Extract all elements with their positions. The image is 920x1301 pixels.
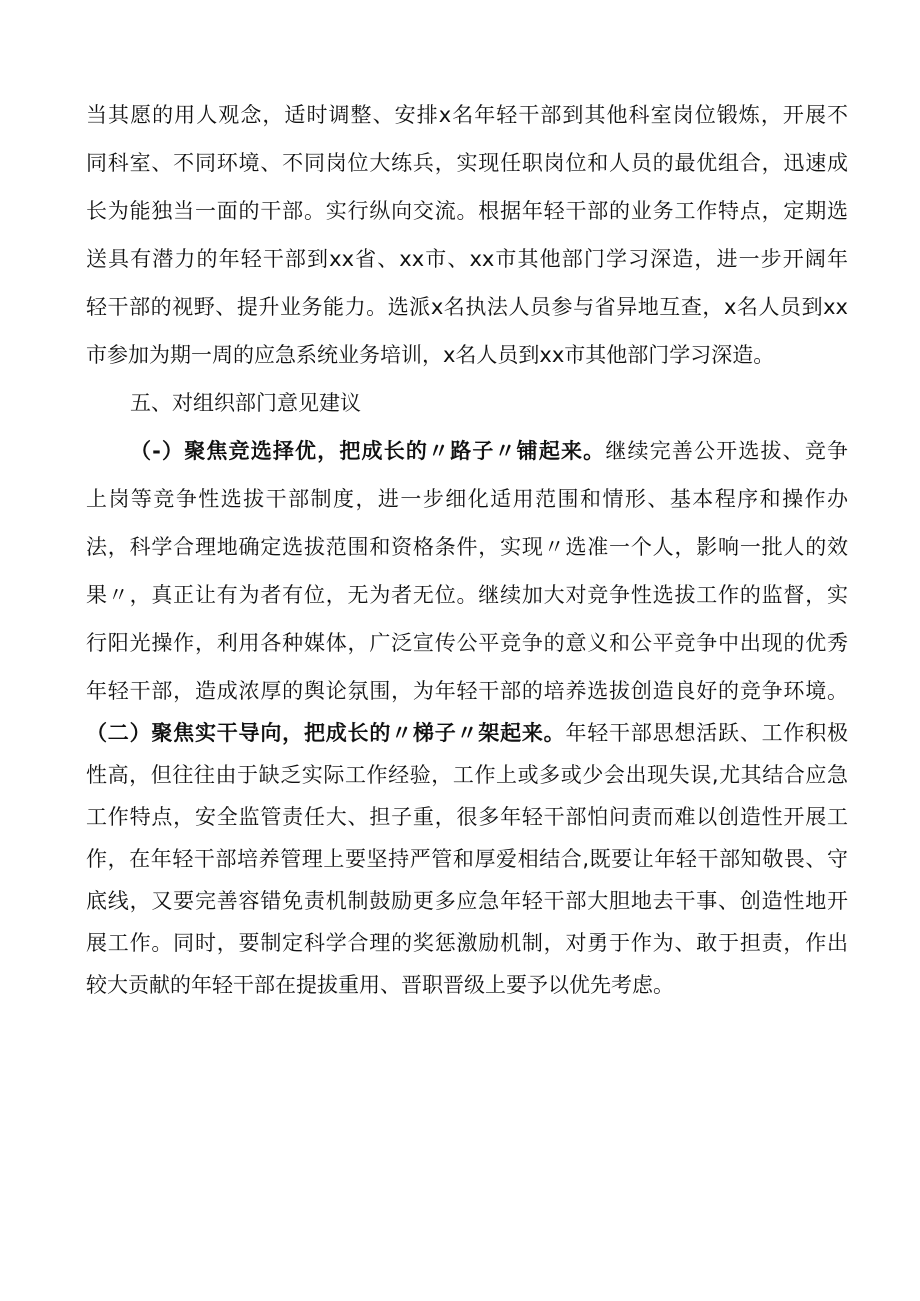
paragraph-line: 长为能独当一面的干部。实行纵向交流。根据年轻干部的业务工作特点，定期选 [86, 199, 848, 223]
section-heading: 五、对组织部门意见建议 [130, 391, 361, 415]
paragraph-line: 性高，但往往由于缺乏实际工作经验，工作上或多或少会出现失误,尤其结合应急 [86, 763, 848, 787]
paragraph-line: 送具有潜力的年轻干部到xx省、xx市、xx市其他部门学习深造，进一步开阔年 [86, 247, 848, 271]
paragraph-line: 工作特点，安全监管责任大、担子重，很多年轻干部怕问责而难以创造性开展工 [86, 805, 848, 829]
paragraph-line: 行阳光操作，利用各种媒体，广泛宣传公平竞争的意义和公平竞争中出现的优秀 [86, 631, 848, 655]
paragraph-line: 上岗等竞争性选拔干部制度，进一步细化适用范围和情形、基本程序和操作办 [86, 487, 848, 511]
paragraph-line: 法，科学合理地确定选拔范围和资格条件，实现〃选准一个人，影响一批人的效 [86, 535, 848, 559]
paragraph-line: 较大贡献的年轻干部在提拔重用、晋职晋级上要予以优先考虑。 [86, 973, 674, 997]
paragraph-line: 当其愿的用人观念，适时调整、安排x名年轻干部到其他科室岗位锻炼，开展不 [86, 103, 848, 127]
paragraph-line: 果〃，真正让有为者有位，无为者无位。继续加大对竞争性选拔工作的监督，实 [86, 583, 848, 607]
paragraph-line: 展工作。同时，要制定科学合理的奖惩激励机制，对勇于作为、敢于担责，作出 [86, 931, 848, 955]
paragraph-line: 年轻干部，造成浓厚的舆论氛围，为年轻干部的培养选拔创造良好的竞争环境。 [86, 679, 848, 703]
item1-first-line [130, 431, 848, 471]
paragraph-line: 市参加为期一周的应急系统业务培训，x名人员到xx市其他部门学习深造。 [86, 343, 775, 367]
item2-bold-lead: （二）聚焦实干导向，把成长的〃梯子〃架起来。 [86, 721, 566, 745]
paragraph-line: 底线，又要完善容错免责机制鼓励更多应急年轻干部大胆地去干事、创造性地开 [86, 889, 848, 913]
paragraph-line: 轻干部的视野、提升业务能力。选派x名执法人员参与省异地互查，x名人员到xx [86, 295, 848, 319]
item1-first-rest: 继续完善公开选拔、竞争 [605, 439, 848, 463]
item2-first-line [86, 713, 848, 753]
item1-bold-lead: （-）聚焦竞选择优，把成长的〃路子〃铺起来。 [130, 439, 606, 463]
paragraph-line: 同科室、不同环境、不同岗位大练兵，实现任职岗位和人员的最优组合，迅速成 [86, 151, 848, 175]
paragraph-line: 作，在年轻干部培养管理上要坚持严管和厚爱相结合,既要让年轻干部知敬畏、守 [86, 847, 848, 871]
item2-first-rest: 年轻干部思想活跃、工作积极 [565, 721, 848, 745]
